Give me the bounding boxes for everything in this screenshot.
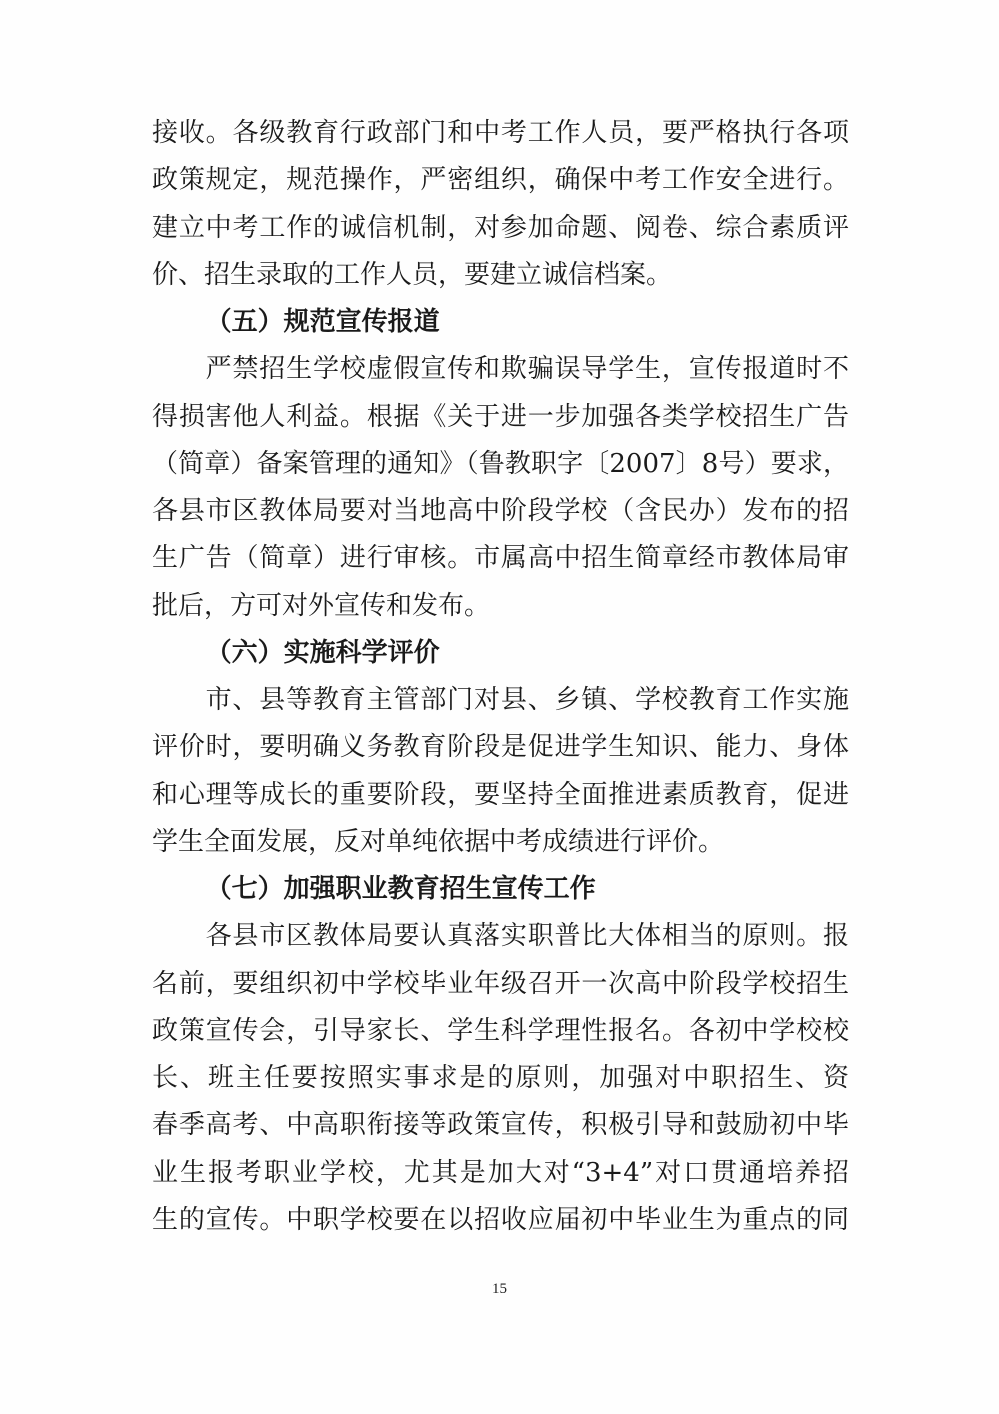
text-line: 建立中考工作的诚信机制，对参加命题、阅卷、综合素质评: [152, 212, 849, 243]
text-line: 业生报考职业学校，尤其是加大对“3+4”对口贯通培养招: [152, 1157, 849, 1188]
section-heading: （七）加强职业教育招生宣传工作: [205, 874, 596, 904]
text-line: 名前，要组织初中学校毕业年级召开一次高中阶段学校招生: [152, 968, 849, 999]
paragraph: [152, 346, 849, 630]
paragraph: [152, 110, 849, 299]
text-line: 各县市区教体局要对当地高中阶段学校（含民办）发布的招: [152, 496, 849, 526]
paragraph: [152, 913, 849, 1244]
text-line: 严禁招生学校虚假宣传和欺骗误导学生，宣传报道时不: [205, 354, 849, 385]
text-line: 价、招生录取的工作人员，要建立诚信档案。: [152, 259, 673, 290]
text-line: 评价时，要明确义务教育阶段是促进学生知识、能力、身体: [152, 732, 849, 763]
section-heading: （五）规范宣传报道: [205, 307, 440, 337]
text-line: 接收。各级教育行政部门和中考工作人员，要严格执行各项: [152, 118, 849, 148]
text-line: 和心理等成长的重要阶段，要坚持全面推进素质教育，促进: [152, 779, 849, 810]
text-line: 政策规定，规范操作，严密组织，确保中考工作安全进行。: [152, 165, 849, 196]
text-line: 春季高考、中高职衔接等政策宣传，积极引导和鼓励初中毕: [152, 1110, 849, 1141]
text-line: 得损害他人利益。根据《关于进一步加强各类学校招生广告: [152, 401, 849, 432]
text-line: （简章）备案管理的通知》（鲁教职字〔2007〕8号）要求，: [152, 448, 849, 479]
text-line: 批后，方可对外宣传和发布。: [152, 590, 491, 621]
page-number: 15: [492, 1281, 507, 1297]
text-line: 学生全面发展，反对单纯依据中考成绩进行评价。: [152, 826, 725, 857]
text-line: 生的宣传。中职学校要在以招收应届初中毕业生为重点的同: [152, 1204, 849, 1235]
text-line: 政策宣传会，引导家长、学生科学理性报名。各初中学校校: [152, 1015, 849, 1046]
paragraph: [152, 677, 849, 866]
document-body: [152, 110, 849, 1244]
text-line: 生广告（简章）进行审核。市属高中招生简章经市教体局审: [152, 543, 849, 574]
text-line: 各县市区教体局要认真落实职普比大体相当的原则。报: [205, 921, 849, 952]
section-heading: （六）实施科学评价: [205, 637, 440, 668]
text-line: 长、班主任要按照实事求是的原则，加强对中职招生、资: [152, 1063, 849, 1093]
text-line: 市、县等教育主管部门对县、乡镇、学校教育工作实施: [205, 685, 849, 715]
